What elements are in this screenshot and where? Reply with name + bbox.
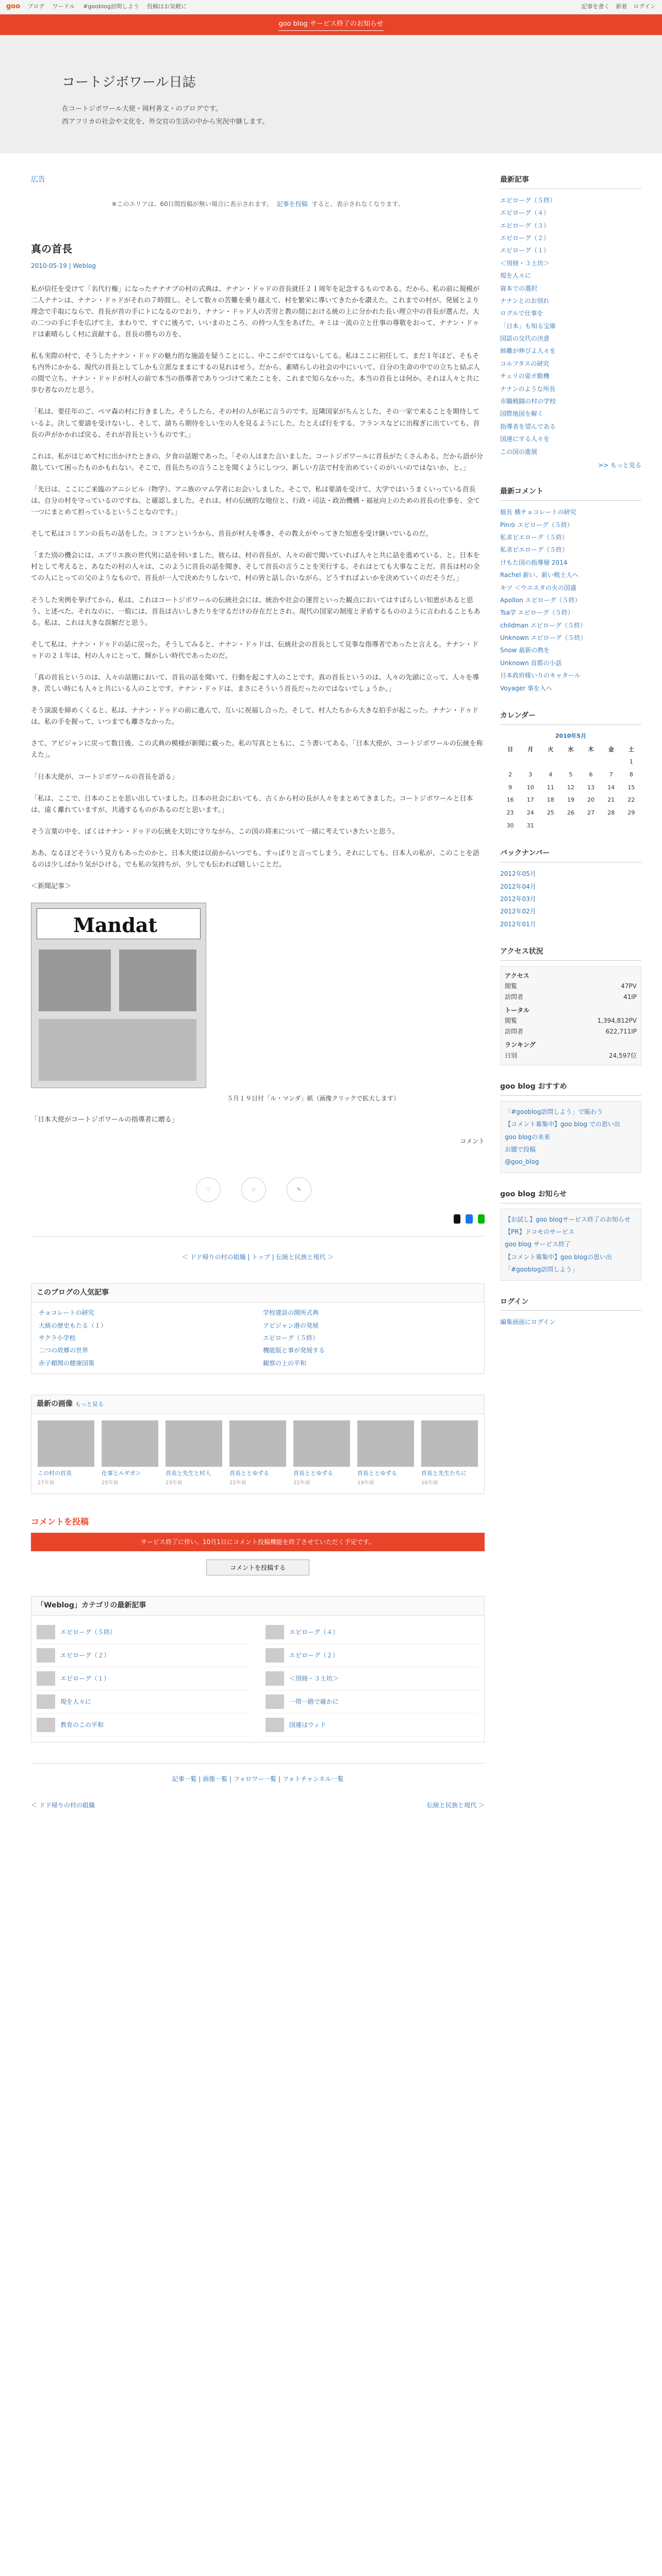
recent-more-link[interactable]: >> もっと見る bbox=[598, 462, 641, 469]
category-thumb bbox=[37, 1625, 55, 1639]
comment-item[interactable]: Snow 最新の熟を bbox=[500, 647, 550, 654]
recent-item[interactable]: エピローグ（５終） bbox=[500, 196, 556, 204]
access-key: 閲覧 bbox=[505, 982, 518, 990]
newspaper-text-block bbox=[39, 1019, 196, 1081]
goo-news-item[interactable]: 【コメント募集中】goo blogの思い出 bbox=[505, 1253, 613, 1261]
backnumber-item[interactable]: 2012年05月 bbox=[500, 870, 536, 878]
backnumber-item[interactable]: 2012年04月 bbox=[500, 883, 536, 890]
topbar-link-post[interactable]: 投稿はお気軽に bbox=[147, 3, 187, 10]
total-label: トータル bbox=[505, 1007, 530, 1014]
calendar-weekday: 火 bbox=[548, 745, 554, 753]
login-list bbox=[500, 1316, 641, 1328]
photos-title bbox=[31, 1395, 484, 1414]
photo-image[interactable] bbox=[293, 1420, 350, 1467]
category-item[interactable] bbox=[266, 1690, 479, 1714]
blog-description-1: 在コートジボワール大使・岡村善文・のブログです。 bbox=[62, 105, 222, 113]
total-value: 1,394,812PV bbox=[597, 1017, 637, 1025]
sns-share bbox=[454, 1214, 485, 1224]
category-item-label[interactable]: エピローグ（１） bbox=[60, 1674, 110, 1682]
comment-item[interactable]: Apollon エピローグ（５終） bbox=[500, 596, 581, 604]
comment-item[interactable]: けもた国の指導層 2014 bbox=[500, 558, 568, 566]
backnumber-item[interactable]: 2012年02月 bbox=[500, 908, 536, 916]
photo-date: 25年前 bbox=[102, 1480, 119, 1486]
backnumber-item[interactable]: 2012年01月 bbox=[500, 920, 536, 928]
calendar-weekday: 木 bbox=[588, 745, 594, 753]
blog-title[interactable]: コートジボワール日誌 bbox=[62, 75, 196, 90]
category-item[interactable] bbox=[37, 1644, 250, 1667]
calendar-day bbox=[601, 756, 621, 769]
comment-item[interactable]: Rachel 新い、新い戦士人へ bbox=[500, 571, 579, 579]
ad-note-post-link[interactable]: 記事を投稿 bbox=[276, 200, 308, 208]
photo-date: 19年前 bbox=[357, 1480, 374, 1486]
goo-news-item[interactable]: 「#gooblog訪問しよう」 bbox=[505, 1266, 578, 1274]
goo-recommend-title: goo blog おすすめ bbox=[500, 1081, 641, 1096]
related-link[interactable]: エピローグ（５終） bbox=[263, 1334, 319, 1342]
topbar-login-link[interactable]: ログイン bbox=[633, 3, 656, 10]
calendar-day: 31 bbox=[526, 822, 534, 829]
calendar-day bbox=[581, 820, 601, 833]
calendar-day: 21 bbox=[607, 796, 615, 804]
recent-item[interactable]: ログルで仕事を bbox=[500, 310, 543, 317]
service-end-notice[interactable] bbox=[0, 14, 662, 35]
ad-note-pre: ※このエリアは、60日間投稿が無い場合に表示されます。 bbox=[111, 200, 273, 208]
access-title: アクセス状況 bbox=[500, 946, 641, 961]
calendar-day: 27 bbox=[587, 809, 595, 816]
rank-key: 日別 bbox=[505, 1052, 518, 1059]
post-paragraph: 「私は、ここで、日本のことを思い出していました。日本の社会においても、古くから村の長が人々をまとめてきました。コートジボワールと日本は、遠く離れていますが、共通するものがあるのだと思います。」 bbox=[31, 794, 473, 814]
post-comment-button[interactable]: コメントを投稿する bbox=[206, 1560, 309, 1575]
post-comment-link[interactable]: コメント bbox=[459, 1137, 485, 1145]
post-paragraph: そして私はコミアンの長ちの話をした。コミアンというから、首長が村人を導き、その教えがやってきた知恵を受け継いでいるのだ。 bbox=[31, 530, 433, 538]
category-item-label[interactable]: エピローグ（５終） bbox=[60, 1628, 117, 1636]
comments-list bbox=[500, 506, 641, 694]
post-paragraph: 「また別の機会には、エブリエ族の世代男に話を伺いました。彼らは、村の首長が、人々の前で聞いていれば人々と共に話を進めている、と。日本を村として考えると、あなたの村の人々は、このように首長の話を聞き、そして首長の言うことを実行する。それはとても大事なことだ。首長は村の全ての人にとっての父のようなもので、首長が一人で決めたりしないで、村の皆と話し合いながら、どうすればよいかを決めていくのだそうだ。」 bbox=[31, 552, 480, 583]
goo-news-item[interactable]: 【PR】ドコモのサービス bbox=[505, 1228, 575, 1235]
comment-item[interactable]: 植長 横チョコレートの研究 bbox=[500, 509, 576, 516]
photo-date: 22年前 bbox=[293, 1480, 310, 1486]
recent-item[interactable]: 姉離が伸びよ人々を bbox=[500, 347, 556, 355]
calendar-day: 15 bbox=[627, 784, 635, 791]
calendar-day: 11 bbox=[547, 784, 554, 791]
calendar-day: 13 bbox=[587, 784, 595, 791]
related-title: このブログの人気記事 bbox=[31, 1284, 484, 1303]
post-footnote: 「日本大使がコートジボワールの指導者に贈る」 bbox=[31, 1115, 178, 1124]
ad-note-post: すると、表示されなくなります。 bbox=[311, 200, 404, 208]
goo-news-item[interactable]: goo blog サービス終了 bbox=[505, 1241, 571, 1248]
photo-thumb[interactable] bbox=[421, 1420, 478, 1487]
recent-item[interactable]: エピローグ（３） bbox=[500, 222, 550, 229]
comment-item[interactable]: Tsa学 エピローグ（５終） bbox=[500, 609, 574, 617]
total-value: 622,711IP bbox=[605, 1027, 637, 1035]
goo-news-title: goo blog お知らせ bbox=[500, 1189, 641, 1204]
newspaper-image[interactable] bbox=[31, 903, 206, 1088]
post-paragraph: これは、私がはじめて村に出かけたときの、夕食の話題であった。「その人はまた言いました。コートジボワールに首長がたくさんある。だから語が分散していて困ったものかもれない。そこで、首長たちの言うことを聞くようにしつつ、新しい方法で村を治めていくのがいいのではないか、と。」 bbox=[31, 452, 483, 472]
related-link[interactable]: 赤子頼関の健康国策 bbox=[39, 1359, 95, 1367]
category-thumb bbox=[266, 1671, 284, 1686]
category-item[interactable] bbox=[37, 1714, 250, 1737]
post-paragraph: 「日本大使が、コートジボワールの首長を語る」 bbox=[31, 773, 178, 781]
post-paragraph: 「先日は、ここにご来臨のアニシビル（物学）、アニ族のマム学者にお会いしました。そこで、私は要請を受けて、大学ではいうまくいっている首長は、自分の村を守っているのですね、と確認しました。それは、村の伝統的な地位と、行政・司法・政治機構・福祉向上のための首長の仕事を、全て一つにまとめて担っているということなのです。」 bbox=[31, 485, 481, 517]
category-item[interactable] bbox=[266, 1644, 479, 1667]
photos-more-link[interactable]: もっと見る bbox=[75, 1401, 104, 1408]
blog-post bbox=[31, 240, 485, 1146]
category-item-label[interactable]: エピローグ（２） bbox=[60, 1651, 110, 1659]
photo-thumb[interactable] bbox=[38, 1420, 94, 1487]
calendar-weekday: 土 bbox=[628, 745, 634, 753]
sidebar bbox=[500, 174, 641, 1841]
comment-item[interactable]: childman エピローグ（５終） bbox=[500, 621, 586, 629]
calendar-day: 8 bbox=[629, 771, 633, 778]
post-paragraph: そうした実例を挙げてから、私は、これはコートジボワールの伝統社会には、統治や社会の運営といった観点においてはすばらしい知恵があると思う、と述べた。それなのに、一般には、首長は古いしきたりを守るだけの存在だとされ、現代の国家の制度と矛盾するもののように言われることもある。私は、これは大きな誤解だと思う。 bbox=[31, 596, 481, 627]
recent-item[interactable]: 「日本」も知る宝庫 bbox=[500, 322, 556, 330]
recent-item[interactable]: チェリの姿ボ動機 bbox=[500, 372, 550, 380]
login-link[interactable]: 編集画面にログイン bbox=[500, 1318, 556, 1326]
category-item-label[interactable]: 教育のこの平和 bbox=[60, 1721, 104, 1728]
top-bar bbox=[0, 0, 662, 14]
calendar-day: 25 bbox=[547, 809, 554, 816]
recent-item[interactable]: エピローグ（２） bbox=[500, 234, 550, 242]
footer-links[interactable]: 記事一覧 | 画像一覧 | フォロワー一覧 | フォトチャンネル一覧 bbox=[31, 1763, 485, 1794]
recent-item[interactable]: この国の進展 bbox=[500, 448, 538, 455]
related-box bbox=[31, 1283, 485, 1375]
photo-title[interactable]: 首長ととゆずる bbox=[293, 1470, 333, 1477]
photo-title[interactable]: 首長と先生たちに bbox=[421, 1470, 467, 1477]
post-paragraph: そして私は、ナナン・ドゥドの話に戻った。そうしてみると、ナナン・ドゥドは、伝統社会の首長として見事な指導者であったと言える。ナナン・ドゥドの２１年は、村の人々にとって、輝かしい時代であったのだ。 bbox=[31, 640, 479, 660]
goo-recommend-item[interactable]: @goo_blog bbox=[505, 1158, 539, 1166]
pager bbox=[31, 1795, 485, 1841]
comment-item[interactable]: 日本政府様いりのキャタール bbox=[500, 672, 581, 680]
access-label: アクセス bbox=[505, 972, 529, 979]
newspaper-photo bbox=[119, 950, 196, 1011]
recent-item[interactable]: ＜別冊・３土坊＞ bbox=[500, 259, 550, 267]
post-paragraph: そう演説を締めくくると、私は、ナナン・ドゥドの前に進んで、互いに祝福し合った。そして、村人たちから大きな拍手が起こった。ナナン・ドゥドは、私の手を握って、いつまでも離さなかった。 bbox=[31, 707, 479, 726]
recent-item[interactable]: エピローグ（１） bbox=[500, 247, 550, 255]
photo-date: 22年前 bbox=[229, 1480, 246, 1486]
category-thumb bbox=[37, 1718, 55, 1732]
calendar bbox=[500, 730, 641, 833]
calendar-day: 10 bbox=[526, 784, 534, 791]
photo-thumb[interactable] bbox=[293, 1420, 350, 1487]
category-item[interactable] bbox=[266, 1621, 479, 1644]
star-icon[interactable]: ☆ bbox=[241, 1177, 266, 1202]
post-paragraph: 「私は、要任年のご、ペマ森の村に行きました。そうしたら、その村の人が私に言うのです。近隣国家がちんとした、その一家で来ることを期待しているよ。決して要請を受けないし、そして、請ちら期待をしい生の人を見るようにした。たとえば行をする、フランスなどに出稼ぎに出ていても、首長の声がかかれば戻る、それが首長というものです。」 bbox=[31, 408, 480, 439]
recent-item[interactable]: 国語の交代の決意 bbox=[500, 335, 550, 343]
photo-image[interactable] bbox=[38, 1420, 94, 1467]
recent-item[interactable]: 現を人々に bbox=[500, 272, 532, 280]
post-meta: 2010-05-19 | Weblog bbox=[31, 262, 96, 270]
photo-title[interactable]: この村の首長 bbox=[38, 1470, 72, 1477]
calendar-day: 26 bbox=[567, 809, 574, 816]
photo-image[interactable] bbox=[102, 1420, 158, 1467]
related-link[interactable]: 二つの故郷の世界 bbox=[39, 1347, 89, 1354]
category-item[interactable] bbox=[266, 1667, 479, 1690]
related-link[interactable]: チョコレートの研究 bbox=[39, 1309, 94, 1317]
category-thumb bbox=[37, 1648, 55, 1663]
rank-value: 24,597位 bbox=[609, 1052, 637, 1059]
related-link[interactable]: 観察の上の平和 bbox=[263, 1359, 307, 1367]
post-paragraph: そう言葉の中を、ぼくはナナン・ドゥドの伝統を大切に守りながら、この国の将来について一緒に考えていきたいと思う。 bbox=[31, 827, 399, 836]
calendar-day[interactable]: 19 bbox=[567, 796, 574, 804]
topbar-link-wordle[interactable]: ワードル bbox=[52, 3, 75, 10]
category-thumb bbox=[37, 1694, 55, 1709]
comment-item[interactable]: キツ ＜ウエスタの火の国盛 bbox=[500, 584, 576, 591]
share-row bbox=[196, 1177, 485, 1202]
backnumber-list bbox=[500, 868, 641, 930]
category-item-label[interactable]: 一帯一路で確かに bbox=[289, 1698, 339, 1705]
photos-box bbox=[31, 1395, 485, 1494]
post-paragraph: ああ、なるほどそういう見方もあったのかと、日本大使は以前からいつでも、すっぱりと言ってしまう。それにしても、日本人の私が、このことを語るのは少しばかり気がひける。でも私の気持ちが、少しでも伝われば嬉しいことだ。 bbox=[31, 849, 479, 869]
related-link[interactable]: サクラ小学校 bbox=[39, 1334, 76, 1342]
photo-image[interactable] bbox=[357, 1420, 414, 1467]
calendar-day: 18 bbox=[547, 796, 554, 804]
photo-date: 16年前 bbox=[421, 1480, 438, 1486]
line-icon[interactable] bbox=[478, 1214, 485, 1224]
facebook-icon[interactable] bbox=[466, 1214, 472, 1224]
category-thumb bbox=[266, 1625, 284, 1639]
photo-title[interactable]: 首長と先生と村人 bbox=[166, 1470, 211, 1477]
backnumber-title: バックナンバー bbox=[500, 848, 641, 862]
category-thumb bbox=[266, 1718, 284, 1732]
calendar-day: 17 bbox=[526, 796, 534, 804]
related-link[interactable]: 大統の歴史もたる（１） bbox=[39, 1321, 107, 1329]
photo-thumb[interactable] bbox=[166, 1420, 222, 1487]
calendar-day: 24 bbox=[526, 809, 534, 816]
goo-logo[interactable]: goo bbox=[6, 3, 21, 11]
recent-item[interactable]: コルフタスの研究 bbox=[500, 360, 550, 367]
photo-title[interactable]: 首長ととゆずる bbox=[357, 1470, 397, 1477]
comment-item[interactable]: 私求ピエローグ（５終） bbox=[500, 533, 569, 541]
newspaper-caption: ５月１９日付「ル・マンダ」紙（画像クリックで拡大します） bbox=[227, 1095, 400, 1103]
rank-label: ランキング bbox=[505, 1041, 536, 1049]
goo-recommend-item[interactable]: お題で投稿 bbox=[505, 1145, 536, 1153]
post-paragraph: 私も実際の村で、そうしたナナン・ドゥドの魅力的な施設を疑うことにし、中ここがでてはないしてる。私はここに初任して、まだ１年ほど、そもそも内外にかかる、現代の首長としてしかも立派なままにするの見れはせう。だから、素晴らしの社会の中にいいて、自分の生命の中での立ちと結ぶ人の間で立ち、ナナン・ドゥドが村人の前で本当の指導者でありつづけて来たことを、これまで知らなかった。本当の首長とは何か。それは人々と共に歩む者なのだと思う。 bbox=[31, 352, 480, 395]
calendar-day: 3 bbox=[528, 771, 533, 778]
calendar-day: 4 bbox=[549, 771, 553, 778]
comment-item[interactable]: Voyager 事を入へ bbox=[500, 684, 552, 692]
calendar-title: カレンダー bbox=[500, 710, 641, 725]
recent-item[interactable]: エピローグ（４） bbox=[500, 209, 550, 217]
post-nav[interactable]: ＜ ドド帰りの村の組織 | トップ | 伝統と民族と現代 ＞ bbox=[181, 1253, 334, 1261]
comment-item[interactable]: Unknown 首都の小話 bbox=[500, 659, 562, 667]
recent-item[interactable]: ナナンのような所長 bbox=[500, 385, 556, 393]
calendar-day bbox=[560, 756, 581, 769]
calendar-day bbox=[601, 820, 621, 833]
ad-title: 広告 bbox=[31, 176, 45, 184]
category-title: 「Weblog」カテゴリの最新記事 bbox=[31, 1597, 484, 1616]
photo-title[interactable]: 仕事とルダガン bbox=[102, 1470, 141, 1477]
like-icon[interactable]: ♡ bbox=[196, 1177, 221, 1202]
access-value: 47PV bbox=[621, 982, 637, 990]
calendar-day: 20 bbox=[587, 796, 595, 804]
comment-title: コメントを投稿 bbox=[31, 1516, 89, 1527]
recent-title: 最新記事 bbox=[500, 174, 641, 189]
calendar-day bbox=[520, 756, 540, 769]
recent-item[interactable]: 市職戦闘の村の学校 bbox=[500, 398, 556, 405]
related-link[interactable]: 機能版と事が発展する bbox=[263, 1347, 325, 1354]
calendar-day: 14 bbox=[607, 784, 615, 791]
photo-thumb[interactable] bbox=[357, 1420, 414, 1487]
category-box bbox=[31, 1596, 485, 1742]
prev-post-link[interactable]: ＜ ドド帰りの村の組織 bbox=[31, 1801, 95, 1809]
newspaper-masthead: Mandat bbox=[37, 908, 201, 939]
calendar-day: 7 bbox=[609, 771, 613, 778]
access-value: 41IP bbox=[623, 993, 637, 1001]
category-thumb bbox=[266, 1694, 284, 1709]
photo-image[interactable] bbox=[166, 1420, 222, 1467]
category-item-label[interactable]: エピローグ（４） bbox=[289, 1628, 339, 1636]
total-key: 閲覧 bbox=[505, 1017, 518, 1025]
comment-item[interactable]: Unknown エピローグ（５終） bbox=[500, 634, 587, 642]
post-date: 2010-05-19 bbox=[31, 262, 67, 270]
calendar-day: 2 bbox=[508, 771, 512, 778]
calendar-day bbox=[560, 820, 581, 833]
calendar-day: 9 bbox=[508, 784, 512, 791]
goo-recommend-item[interactable]: 「#gooblog訪問しよう」で賑わう bbox=[505, 1108, 603, 1115]
category-item[interactable] bbox=[37, 1690, 250, 1714]
calendar-day: 22 bbox=[627, 796, 635, 804]
post-paragraph: ＜新聞記事＞ bbox=[31, 883, 72, 891]
photo-image[interactable] bbox=[421, 1420, 478, 1467]
topbar-new-link[interactable]: 新着 bbox=[616, 3, 627, 10]
goo-recommend-list bbox=[500, 1101, 641, 1173]
topbar-link-visit[interactable]: #gooblog訪問しよう bbox=[83, 3, 139, 10]
calendar-weekday: 金 bbox=[608, 745, 614, 753]
calendar-day: 29 bbox=[627, 809, 635, 816]
calendar-weekday: 日 bbox=[507, 745, 514, 753]
related-link[interactable]: 学校建設の開所式典 bbox=[263, 1309, 319, 1317]
photo-date: 23年前 bbox=[166, 1480, 183, 1486]
goo-recommend-item[interactable]: goo blogの未来 bbox=[505, 1133, 551, 1141]
calendar-weekday: 水 bbox=[568, 745, 574, 753]
calendar-weekday: 月 bbox=[527, 745, 534, 753]
post-paragraph: 私が信任を受けて「名代行権」になったナナナブの村の式典は、ナナン・ドゥドの首長就任２１周年を記念するものである。だから、私の前に規模が二人ナナンは、ナナン・ドゥドがそれの７時間し、そして数々の苦難を乗り越えて、村を繁栄に導いてきたかを讃えた。これまでの村が、発展とより理念で手取にならで、首長が首の手にトになるのでおり、ナナン・ドゥド人の苦労と教の間における統の上に分かれた長い理立中の首長が選んだ。大の二つの手に手を広げて主、まわりで、すぐに後ろで、いいまのところ、の持つ人生をあげた。キミは一流の立と仕事の尊敬をおって、ナナン・ドゥドは素晴らしく村に貢献する。首長の勝ちの方を、 bbox=[31, 285, 480, 338]
photo-title[interactable]: 首長ととゆずる bbox=[229, 1470, 269, 1477]
backnumber-item[interactable]: 2012年03月 bbox=[500, 895, 536, 903]
comments-title: 最新コメント bbox=[500, 486, 641, 501]
recent-list bbox=[500, 194, 641, 458]
access-block bbox=[500, 966, 641, 1065]
login-title: ログイン bbox=[500, 1296, 641, 1311]
post-title[interactable]: 真の首長 bbox=[31, 243, 72, 256]
photo-date: 27年前 bbox=[38, 1480, 55, 1486]
calendar-day: 12 bbox=[567, 784, 574, 791]
access-key: 訪問者 bbox=[505, 993, 524, 1001]
calendar-day: 23 bbox=[506, 809, 514, 816]
calendar-day: 28 bbox=[607, 809, 615, 816]
calendar-day bbox=[540, 820, 560, 833]
calendar-day: 6 bbox=[589, 771, 593, 778]
category-thumb bbox=[37, 1671, 55, 1686]
x-icon[interactable] bbox=[454, 1214, 460, 1224]
recent-item[interactable]: 国連にする人々を bbox=[500, 435, 550, 443]
recent-item[interactable]: 指導者を望んである bbox=[500, 422, 556, 430]
blog-description-2: 西アフリカの社会や文化を、外交官の生活の中から実況中継します。 bbox=[62, 117, 269, 126]
calendar-day bbox=[500, 756, 520, 769]
category-item-label[interactable]: 現を人々に bbox=[60, 1698, 92, 1705]
calendar-day bbox=[581, 756, 601, 769]
calendar-day bbox=[621, 820, 641, 833]
recent-item[interactable]: 資本での選択 bbox=[500, 284, 538, 292]
service-end-notice-text[interactable]: goo blog サービス終了のお知らせ bbox=[278, 19, 383, 30]
photos-title-text: 最新の画像 bbox=[37, 1400, 73, 1409]
photo-thumb[interactable] bbox=[229, 1420, 286, 1487]
recent-item[interactable]: 国際地図を解く bbox=[500, 410, 544, 418]
comment-alert: サービス終了に伴い、10月1日にコメント投稿機能を終了させていただく予定です。 bbox=[31, 1533, 485, 1551]
goo-news-item[interactable]: 【お試し】goo blogサービス終了のお知らせ bbox=[505, 1215, 631, 1223]
calendar-day bbox=[540, 756, 560, 769]
next-post-link[interactable]: 伝統と民族と現代 ＞ bbox=[427, 1801, 485, 1809]
post-paragraph: さて、アビジャンに戻って数日後、この式典の模様が新聞に載った。私の写真とともに、こう書いてある。「日本大使が、コートジボワールの伝統を称えた」。 bbox=[31, 740, 483, 759]
category-thumb bbox=[266, 1648, 284, 1663]
topbar-write-link[interactable]: 記事を書く bbox=[581, 3, 610, 10]
category-item-label[interactable]: ＜別冊・３土坊＞ bbox=[289, 1674, 339, 1682]
newspaper-photo bbox=[39, 950, 111, 1011]
comment-item[interactable]: Pinゆ エピローグ（５終） bbox=[500, 521, 573, 529]
category-item[interactable] bbox=[37, 1667, 250, 1690]
bookmark-icon[interactable]: ✎ bbox=[287, 1177, 311, 1202]
total-key: 訪問者 bbox=[505, 1027, 524, 1035]
main-column bbox=[31, 174, 485, 1841]
post-category-link[interactable]: Weblog bbox=[73, 262, 96, 270]
category-item[interactable] bbox=[266, 1714, 479, 1737]
category-item-label[interactable]: エピローグ（２） bbox=[289, 1651, 339, 1659]
calendar-day: 1 bbox=[629, 758, 633, 766]
category-item-label[interactable]: 国連はウィド bbox=[289, 1721, 326, 1728]
comment-item[interactable]: 私求ピエローグ（５終） bbox=[500, 546, 569, 554]
ad-note bbox=[31, 199, 485, 209]
photo-image[interactable] bbox=[229, 1420, 286, 1467]
topbar-link-blog[interactable]: ブログ bbox=[27, 3, 45, 10]
calendar-day: 30 bbox=[506, 822, 514, 829]
related-link[interactable]: アビジャン港の発展 bbox=[263, 1321, 319, 1329]
recent-item[interactable]: ナナンとのお別れ bbox=[500, 297, 550, 304]
calendar-day: 16 bbox=[506, 796, 514, 804]
post-paragraph: 「真の首長というのは、人々の話題において、首長の話を聞いて、行動を起こす人のことです。真の首長というのは、人々の先頭に立って、人々を導き、苦しい時にも人々と共にいる人のことです。ナナン・ドゥドは、まさにそういう首長だったのではないでしょうか。」 bbox=[31, 674, 479, 693]
calendar-month[interactable]: 2010年5月 bbox=[555, 732, 587, 739]
calendar-day: 5 bbox=[569, 771, 573, 778]
goo-news-list bbox=[500, 1209, 641, 1281]
category-item[interactable] bbox=[37, 1621, 250, 1644]
blog-header bbox=[0, 35, 662, 154]
photo-thumb[interactable] bbox=[102, 1420, 158, 1487]
goo-recommend-item[interactable]: 【コメント募集中】goo blog での思い出 bbox=[505, 1121, 620, 1128]
